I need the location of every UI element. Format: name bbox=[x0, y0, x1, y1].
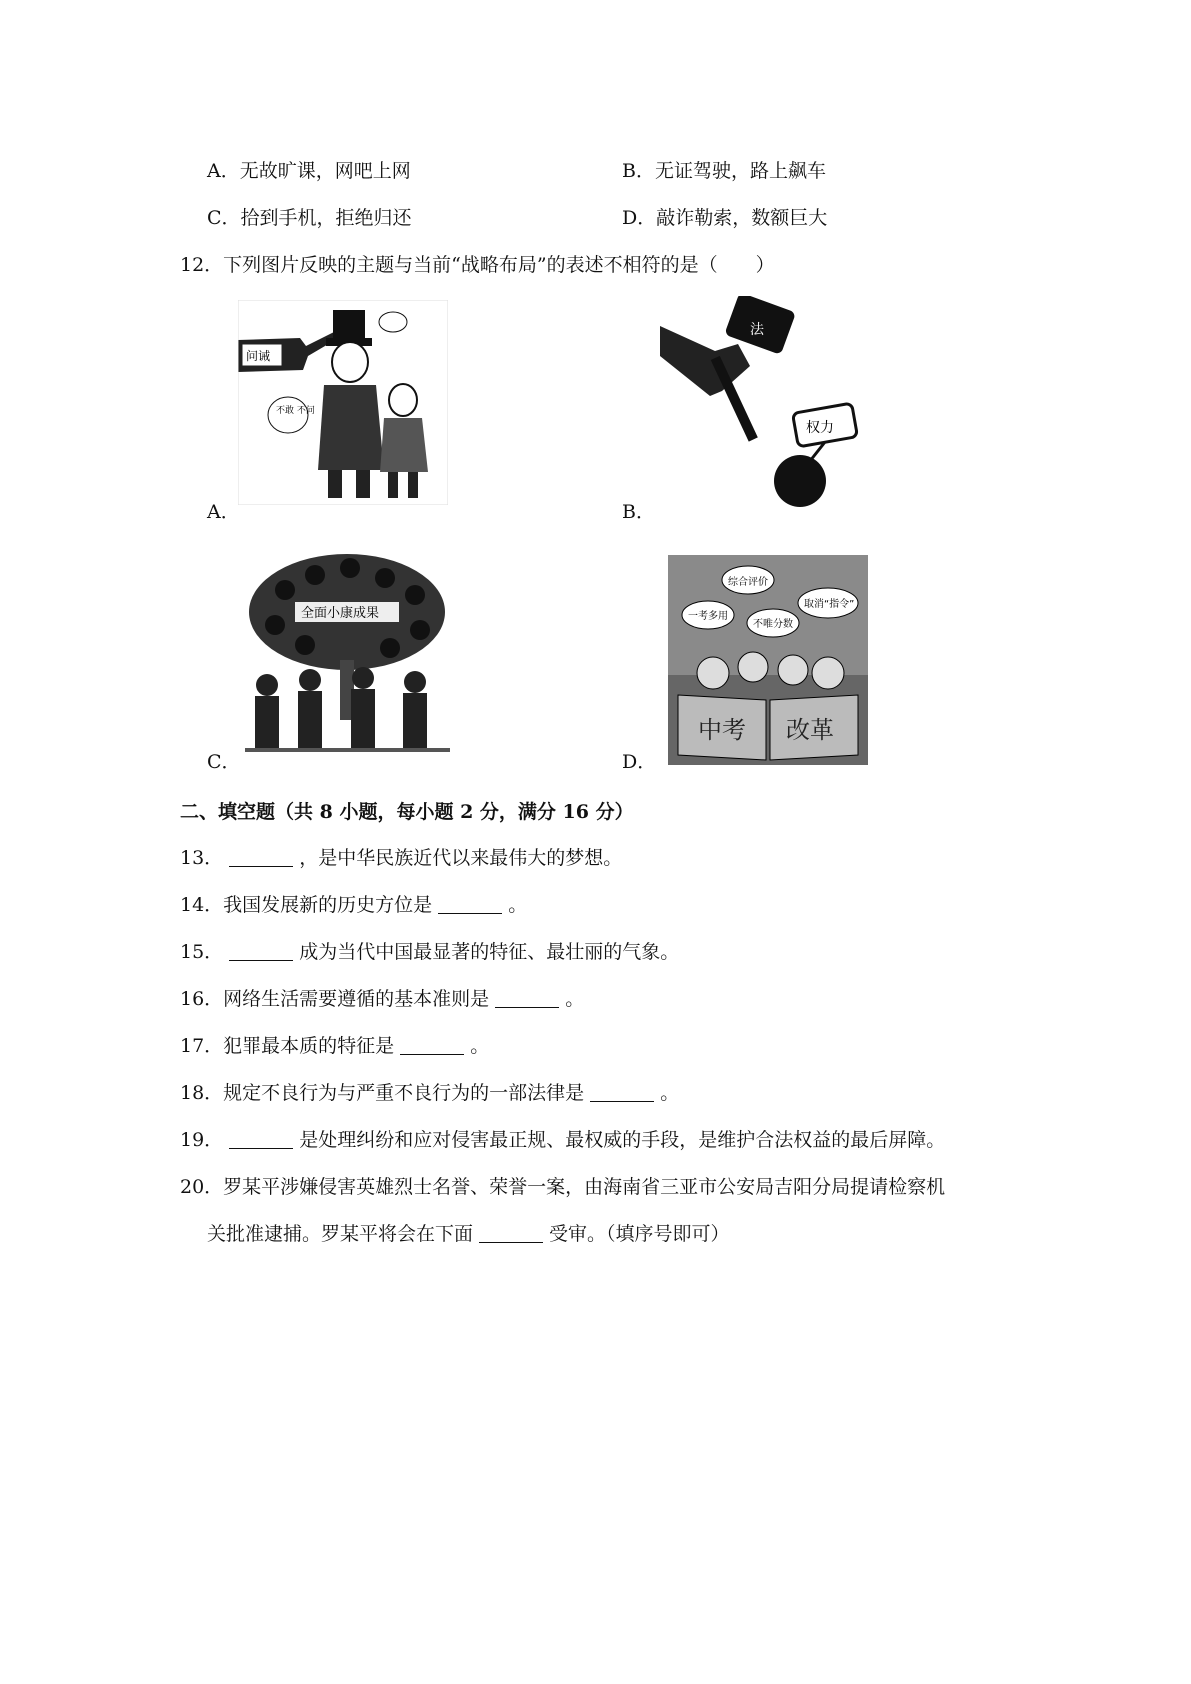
question-15 bbox=[180, 937, 679, 964]
cartoon-d-bubble-4: 取消“指令” bbox=[804, 599, 855, 610]
pic-label-c: C． bbox=[207, 751, 241, 773]
cartoon-c-tree-label: 全面小康成果 bbox=[301, 606, 380, 621]
cartoon-a-bubble: 不敢 不问 bbox=[276, 406, 315, 416]
cartoon-d-bubble-3: 不唯分数 bbox=[753, 619, 793, 630]
question-19-number: 19． bbox=[180, 1129, 224, 1151]
question-18 bbox=[180, 1078, 679, 1105]
question-13 bbox=[180, 843, 622, 870]
question-20-line-1: 20．罗某平涉嫌侵害英雄烈士名誉、荣誉一案，由海南省三亚市公安局吉阳分局提请检察机 bbox=[180, 1176, 946, 1198]
question-17-blank[interactable] bbox=[400, 1035, 464, 1055]
question-15-number: 15． bbox=[180, 941, 224, 963]
question-16-text: 16．网络生活需要遵循的基本准则是 bbox=[180, 988, 490, 1010]
option-b: B．无证驾驶，路上飙车 bbox=[622, 160, 826, 182]
pic-label-d: D． bbox=[622, 751, 657, 773]
question-19-blank[interactable] bbox=[229, 1129, 293, 1149]
question-14-text: 14．我国发展新的历史方位是 bbox=[180, 894, 433, 916]
question-18-blank[interactable] bbox=[590, 1082, 654, 1102]
option-a: A．无故旷课，网吧上网 bbox=[207, 160, 411, 182]
question-15-blank[interactable] bbox=[229, 941, 293, 961]
question-12-stem: 12．下列图片反映的主题与当前“战略布局”的表述不相符的是（ ） bbox=[180, 254, 775, 276]
svg-text:法: 法 bbox=[750, 322, 764, 338]
question-16-blank[interactable] bbox=[495, 988, 559, 1008]
cartoon-d-book-left: 中考 bbox=[698, 716, 746, 744]
question-18-text: 18．规定不良行为与严重不良行为的一部法律是 bbox=[180, 1082, 585, 1104]
question-19 bbox=[180, 1125, 945, 1152]
cartoon-d-bubble-1: 综合评价 bbox=[728, 577, 768, 588]
cartoon-b-image bbox=[660, 296, 880, 511]
question-14 bbox=[180, 890, 527, 917]
question-17-text: 17．犯罪最本质的特征是 bbox=[180, 1035, 395, 1057]
cartoon-a-image bbox=[238, 300, 448, 505]
question-20-end: 受审。（填序号即可） bbox=[549, 1223, 730, 1245]
cartoon-b-tag: 权力 bbox=[806, 420, 834, 436]
question-20-line-2 bbox=[207, 1219, 730, 1246]
cartoon-d-image bbox=[668, 555, 868, 765]
question-13-blank[interactable] bbox=[229, 847, 293, 867]
question-13-number: 13． bbox=[180, 847, 224, 869]
question-17-end: 。 bbox=[470, 1035, 490, 1057]
pic-label-a: A． bbox=[207, 501, 240, 523]
question-19-text: 是处理纠纷和应对侵害最正规、最权威的手段，是维护合法权益的最后屏障。 bbox=[299, 1129, 946, 1151]
question-14-end: 。 bbox=[508, 894, 528, 916]
question-15-text: 成为当代中国最显著的特征、最壮丽的气象。 bbox=[299, 941, 680, 963]
question-20-text: 关批准逮捕。罗某平将会在下面 bbox=[207, 1223, 474, 1245]
question-14-blank[interactable] bbox=[438, 894, 502, 914]
option-d: D．敲诈勒索，数额巨大 bbox=[622, 207, 828, 229]
pic-label-b: B． bbox=[622, 501, 655, 523]
question-20-blank[interactable] bbox=[479, 1223, 543, 1243]
option-c: C．拾到手机，拒绝归还 bbox=[207, 207, 412, 229]
cartoon-a-sign: 问诫 bbox=[246, 349, 271, 363]
cartoon-c-image bbox=[245, 550, 450, 760]
section-2-title: 二、填空题（共 8 小题，每小题 2 分，满分 16 分） bbox=[180, 801, 634, 823]
cartoon-d-book-right: 改革 bbox=[786, 716, 834, 744]
question-13-text: ，是中华民族近代以来最伟大的梦想。 bbox=[299, 847, 623, 869]
question-17 bbox=[180, 1031, 489, 1058]
cartoon-d-bubble-2: 一考多用 bbox=[688, 611, 728, 622]
question-16 bbox=[180, 984, 584, 1011]
question-16-end: 。 bbox=[565, 988, 585, 1010]
question-18-end: 。 bbox=[660, 1082, 680, 1104]
